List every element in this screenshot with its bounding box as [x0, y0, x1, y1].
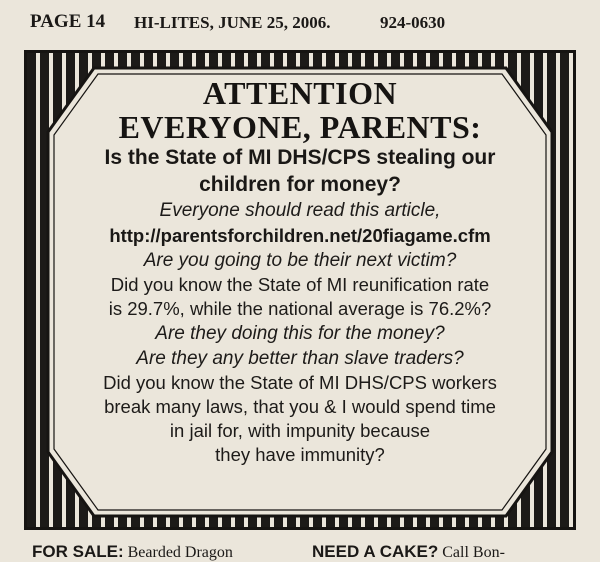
page-header [0, 0, 600, 38]
laws-line-4: they have immunity? [215, 444, 385, 465]
slave-question: Are they any better than slave traders? [136, 348, 464, 369]
rate-line-2: is 29.7%, while the national average is 76.2%? [108, 298, 492, 319]
cake-text: Call Bon- [438, 544, 505, 561]
classified-footer [0, 538, 600, 562]
page-number: PAGE 14 [30, 11, 106, 32]
headline-line-1: ATTENTION [202, 75, 398, 111]
rate-line-1: Did you know the State of MI reunification rate [110, 274, 490, 295]
classified-for-sale [32, 542, 233, 562]
question-line-1: Is the State of MI DHS/CPS stealing our [104, 146, 496, 169]
laws-line-1: Did you know the State of MI DHS/CPS workers [103, 372, 497, 393]
headline-line-2: EVERYONE, PARENTS: [118, 109, 482, 145]
laws-line-2: break many laws, that you & I would spend time [104, 396, 496, 417]
ad-text [40, 76, 560, 467]
money-question: Are they doing this for the money? [155, 323, 445, 344]
read-article-text: Everyone should read this article, [159, 200, 441, 221]
cake-label: NEED A CAKE? [312, 542, 439, 561]
phone-number: 924-0630 [380, 13, 446, 32]
article-url[interactable]: http://parentsforchildren.net/20fiagame.cfm [109, 225, 491, 246]
for-sale-label: FOR SALE: [32, 542, 124, 561]
for-sale-text: Bearded Dragon [123, 544, 233, 561]
next-victim-text: Are you going to be their next victim? [143, 250, 457, 271]
question-line-2: children for money? [199, 173, 401, 196]
classified-cake [312, 542, 505, 562]
laws-line-3: in jail for, with impunity because [169, 420, 431, 441]
publication-date: HI-LITES, JUNE 25, 2006. [134, 13, 331, 32]
